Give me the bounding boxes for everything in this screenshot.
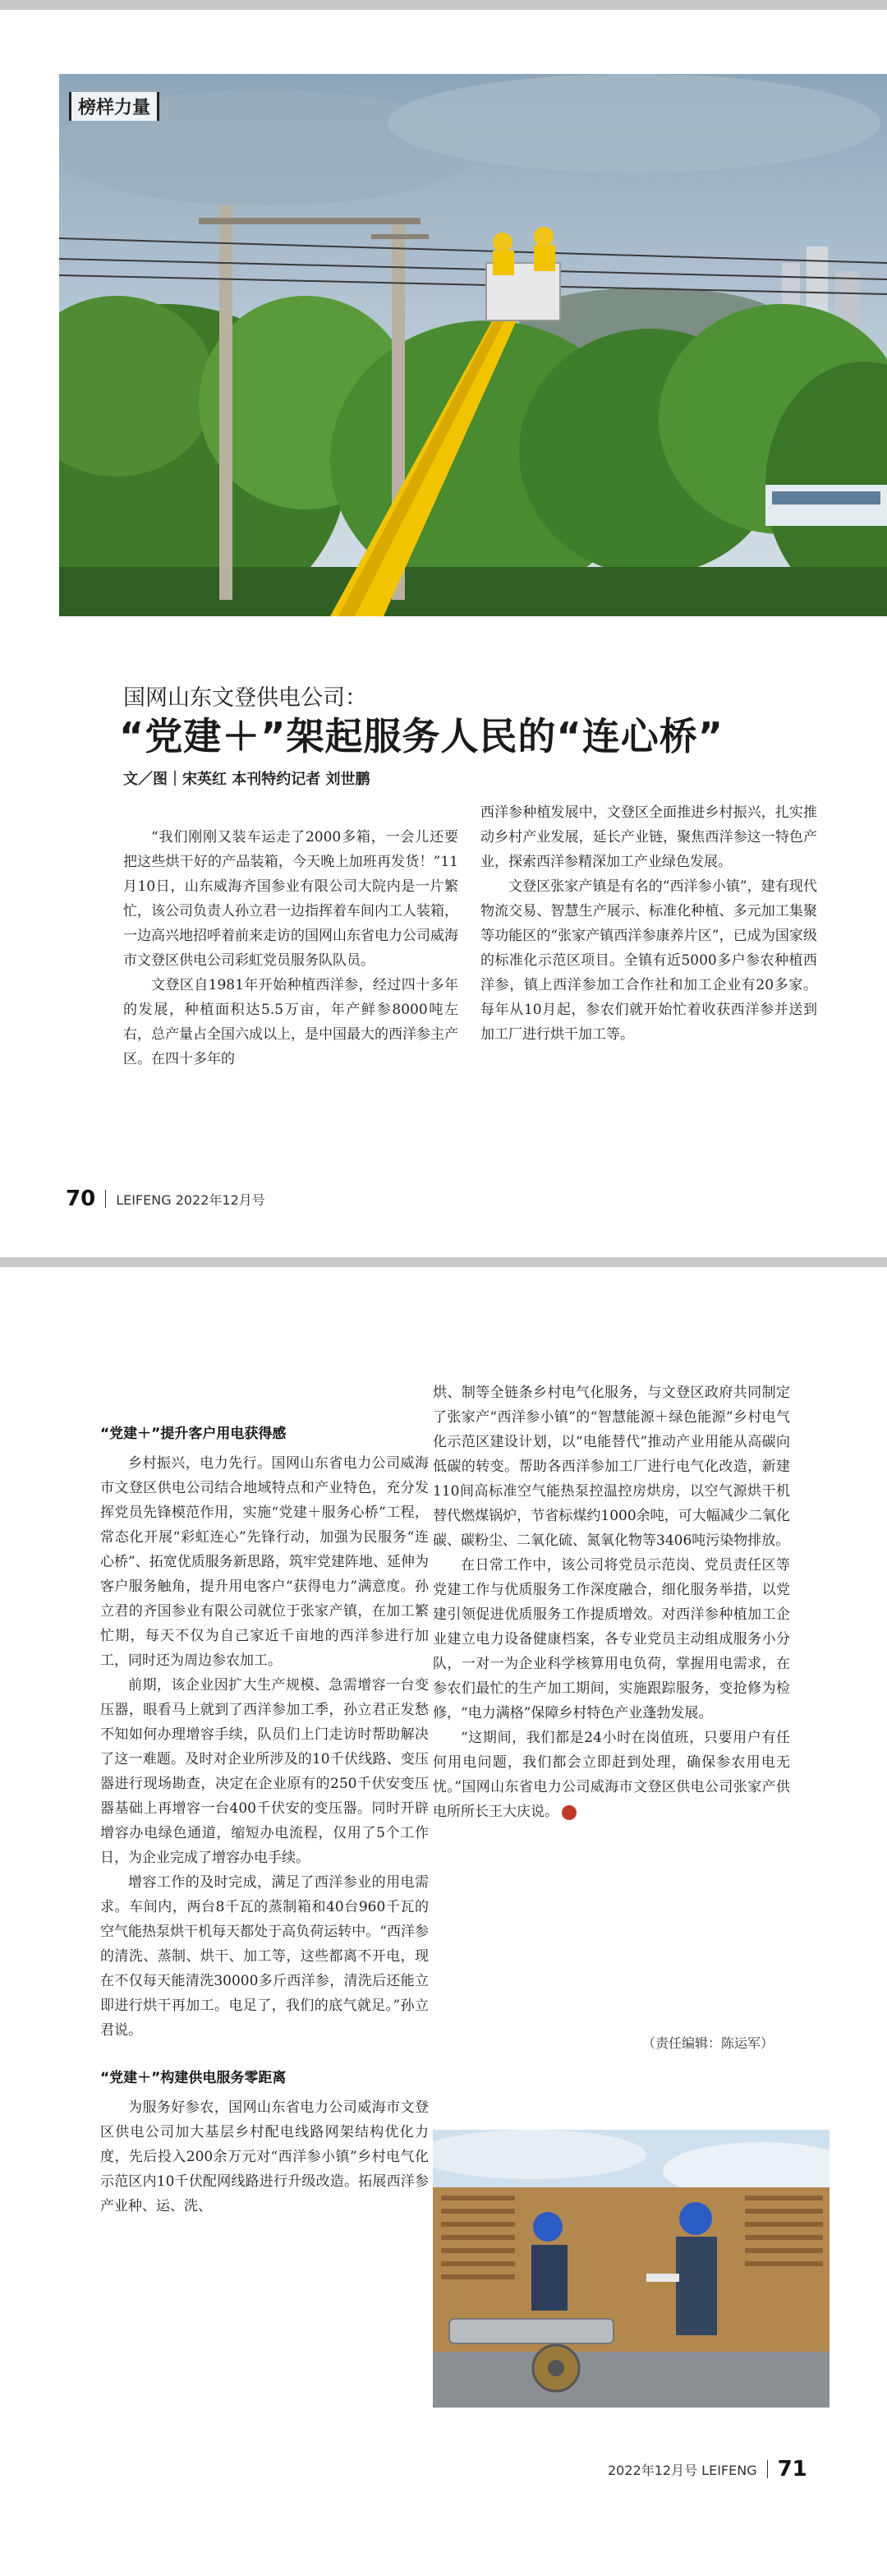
- folio-divider: [105, 1190, 106, 1208]
- page-gap: [0, 1257, 887, 1267]
- article-headline: “党建＋”架起服务人民的“连心桥”: [119, 714, 724, 758]
- folio-divider: [767, 2460, 768, 2478]
- paragraph: 为服务好参农，国网山东省电力公司威海市文登区供电公司加大基层乡村配电线路网架结构优化力度，先后投入200余万元对“西洋参小镇”乡村电气化示范区内10千伏配网线路进行升级改造。拓展西洋参产业种、运、洗、: [100, 2099, 429, 2214]
- body-column-right: [433, 1380, 790, 1824]
- paragraph: 增容工作的及时完成，满足了西洋参业的用电需求。车间内，两台8千瓦的蒸制箱和40台960千瓦的空气能热泵烘干机每天都处于高负荷运转中。“西洋参的清洗、蒸制、烘干、加工等，这些都离不开电，现在不仅每天能清洗30000多斤西洋参，清洗后还能立即进行烘干再加工。电足了，我们的底气就足。”孙立君说。: [100, 1874, 429, 2039]
- page-folio: [66, 1187, 265, 1211]
- page-folio: [608, 2457, 807, 2482]
- editor-credit: （责任编辑：陈运军）: [641, 2035, 774, 2051]
- issue-label: 2022年12月号 LEIFENG: [608, 2462, 757, 2478]
- section-spacer: [100, 2043, 429, 2066]
- section-tag: 榜样力量: [69, 92, 159, 121]
- article-end-icon: [562, 1805, 577, 1820]
- paragraph: 文登区自1981年开始种植西洋参，经过四十多年的发展，种植面积达5.5万亩，年产鲜参8000吨左右，总产量占全国六成以上，是中国最大的西洋参主产区。在四十多年的: [123, 977, 458, 1067]
- paragraph: 文登区张家产镇是有名的“西洋参小镇”，建有现代物流交易、智慧生产展示、标准化种植、多元加工集聚等功能区的“张家产镇西洋参康养片区”，已成为国家级的标准化示范区项目。全镇有近5000多户参农种植西洋参，镇上西洋参加工合作社和加工企业有20多家。每年从10月起，参农们就开始忙着收获西洋参并送到加工厂进行烘干加工等。: [480, 878, 817, 1043]
- page-number: 70: [66, 1187, 96, 1211]
- magazine-page-71: [0, 1267, 887, 2576]
- issue-label: LEIFENG 2022年12月号: [116, 1191, 265, 1208]
- body-column-left: [123, 825, 458, 1071]
- page-number: 71: [777, 2457, 807, 2482]
- paragraph: 前期，该企业因扩大生产规模、急需增容一台变压器，眼看马上就到了西洋参加工季，孙立君正发愁不知如何办理增容手续，队员们上门走访时帮助解决了这一难题。及时对企业所涉及的10千伏线路、变压器进行现场勘查，决定在企业原有的250千伏安变压器基础上再增容一台400千伏安的变压器。同时开辟增容办电绿色通道，缩短办电流程，仅用了5个工作日，为企业完成了增容办电手续。: [100, 1677, 429, 1866]
- top-margin-bar: [0, 0, 887, 10]
- paragraph: 在日常工作中，该公司将党员示范岗、党员责任区等党建工作与优质服务工作深度融合，细化服务举措，以党建引领促进优质服务工作提质增效。对西洋参种植加工企业建立电力设备健康档案，各专业党员主动组成服务小分队，一对一为企业科学核算用电负荷，掌握用电需求，在参农们最忙的生产加工期间，实施跟踪服务，变抢修为检修，“电力满格”保障乡村特色产业蓬勃发展。: [433, 1557, 790, 1721]
- body-column-left: [100, 1422, 429, 2219]
- hero-photo-linemen: [59, 74, 887, 616]
- article-subhead: 国网山东文登供电公司：: [123, 685, 367, 711]
- paragraph: “我们刚刚又装车运走了2000多箱，一会儿还要把这些烘干好的产品装箱，今天晚上加班再发货！”11月10日，山东威海齐国参业有限公司大院内是一片繁忙，该公司负责人孙立君一边指挥着车间内工人装箱，一边高兴地招呼着前来走访的国网山东省电力公司威海市文登区供电公司彩虹党员服务队队员。: [123, 829, 458, 969]
- magazine-page-70: [0, 10, 887, 1257]
- article-byline: 文／图｜宋英红 本刊特约记者 刘世鹏: [123, 771, 370, 788]
- section-heading: “党建＋”构建供电服务零距离: [100, 2070, 287, 2086]
- photo-workers-inspection: [433, 2130, 830, 2408]
- paragraph: [433, 1726, 790, 1824]
- paragraph: 西洋参种植发展中，文登区全面推进乡村振兴，扎实推动乡村产业发展，延长产业链，聚焦西洋参这一特色产业，探索西洋参精深加工产业绿色发展。: [480, 804, 817, 870]
- body-column-right: [480, 800, 817, 1047]
- paragraph: 乡村振兴，电力先行。国网山东省电力公司威海市文登区供电公司结合地域特点和产业特色，充分发挥党员先锋模范作用，实施“党建＋服务心桥”工程，常态化开展“彩虹连心”先锋行动，加强为民服务“连心桥”、拓宽优质服务新思路，筑牢党建阵地、延伸为客户服务触角，提升用电客户“获得电力”满意度。孙立君的齐国参业有限公司就位于张家产镇，在加工繁忙期，每天不仅为自己家近千亩地的西洋参进行加工，同时还为周边参农加工。: [100, 1455, 429, 1669]
- section-heading: “党建＋”提升客户用电获得感: [100, 1426, 287, 1442]
- paragraph: 烘、制等全链条乡村电气化服务，与文登区政府共同制定了张家产“西洋参小镇”的“智慧能源＋绿色能源”乡村电气化示范区建设计划，以“电能替代”推动产业用能从高碳向低碳的转变。帮助各西洋参加工厂进行电气化改造，新建110间高标准空气能热泵控温控房烘房，以空气源烘干机替代燃煤锅炉，节省标煤约1000余吨，可大幅减少二氧化碳、碳粉尘、二氧化硫、氮氧化物等3406吨污染物排放。: [433, 1385, 790, 1549]
- paragraph-text: “这期间，我们都是24小时在岗值班，只要用户有任何用电问题，我们都会立即赶到处理，确保参农用电无忧。”国网山东省电力公司威海市文登区供电公司张家产供电所所长王大庆说。: [433, 1730, 790, 1820]
